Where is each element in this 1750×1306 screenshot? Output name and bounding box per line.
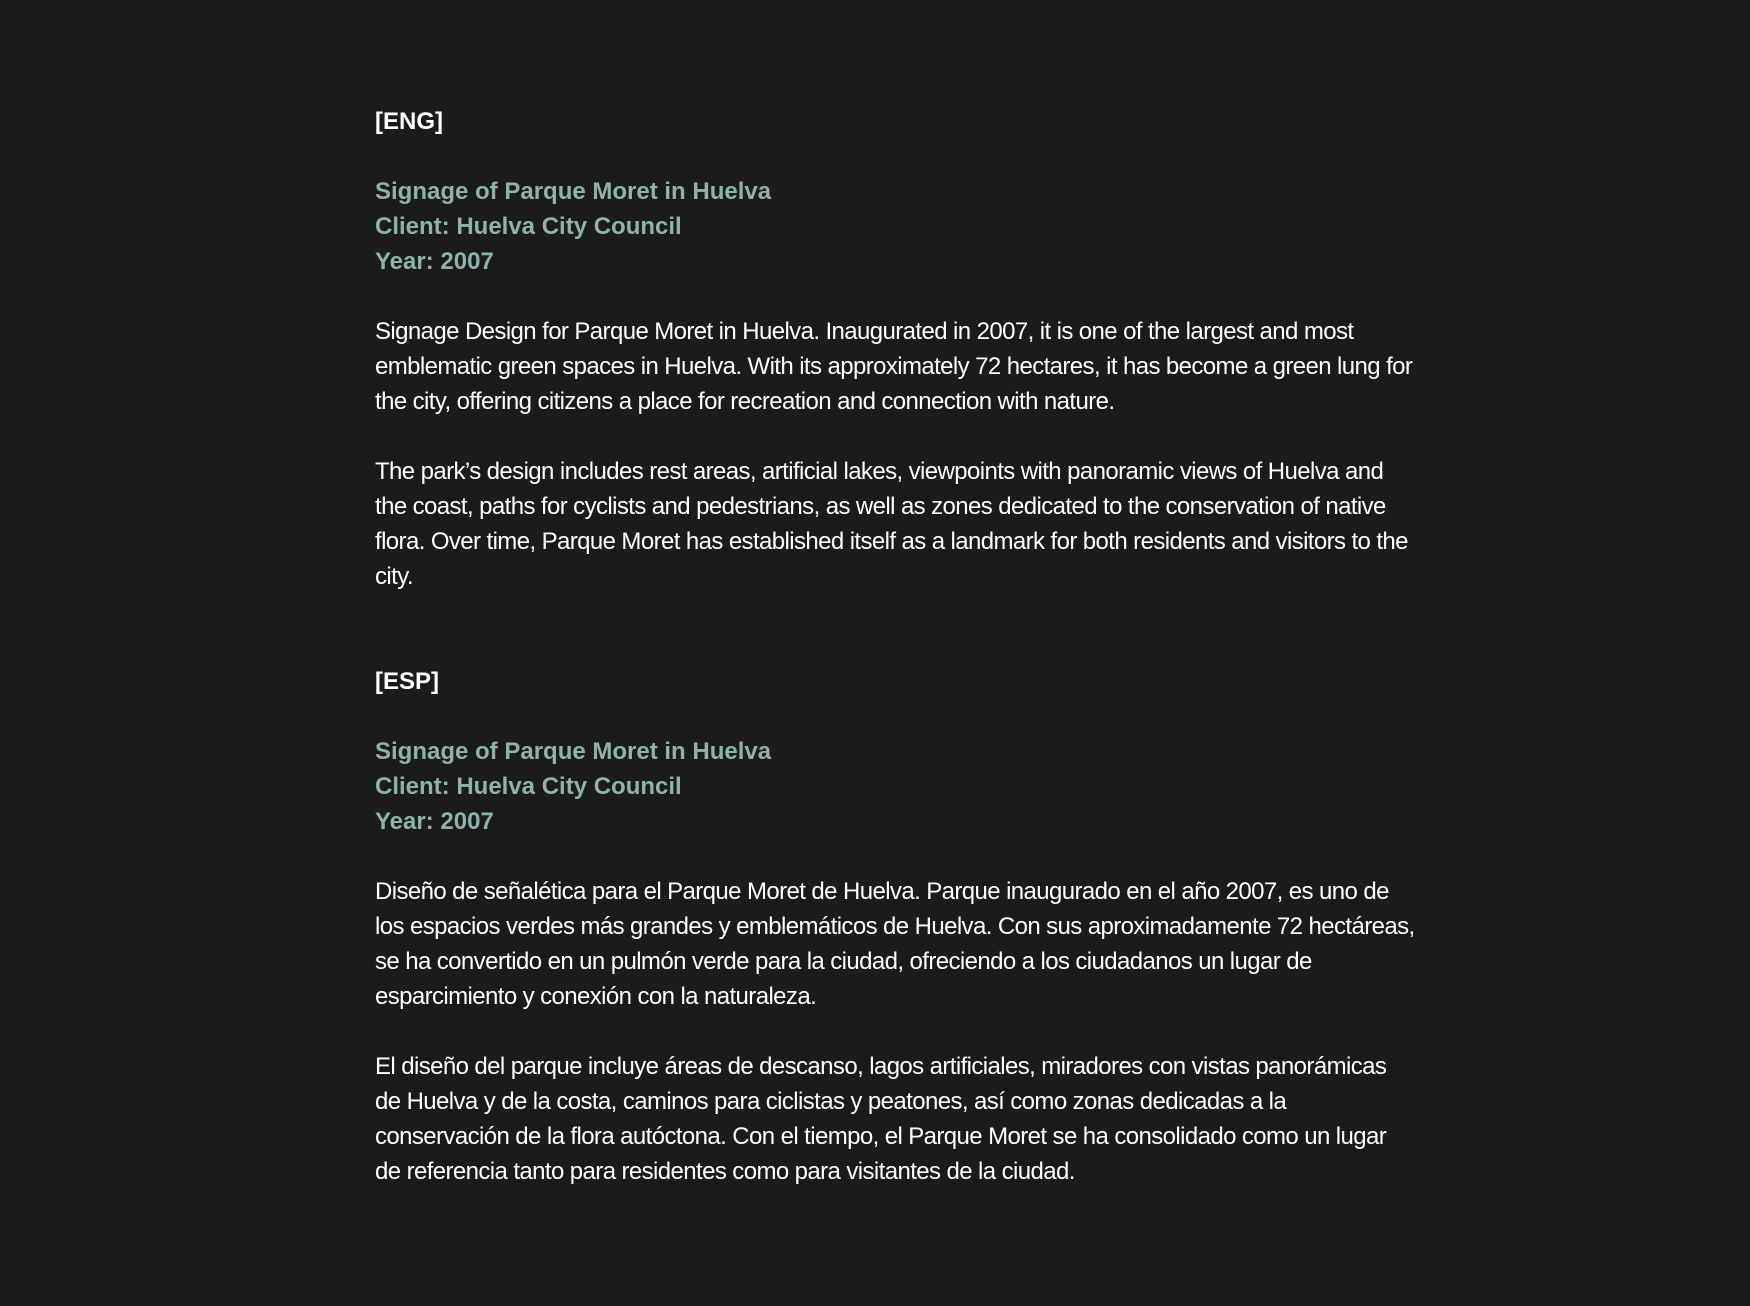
section-spanish	[375, 664, 1415, 1189]
project-year: Year: 2007	[375, 248, 494, 275]
project-client: Client: Huelva City Council	[375, 773, 682, 800]
language-tag: [ESP]	[375, 668, 440, 695]
project-client: Client: Huelva City Council	[375, 213, 682, 240]
description-paragraph: El diseño del parque incluye áreas de descanso, lagos artificiales, miradores con vistas panorámicas de Huelva y de la costa, caminos para ciclistas y peatones, así como zonas dedicadas a la conservación de la flora autóctona. Con el tiempo, el Parque Moret se ha consolidado como un lugar de referencia tanto para residentes como para visitantes de la ciudad.	[375, 1053, 1387, 1185]
description-paragraph: The park’s design includes rest areas, artificial lakes, viewpoints with panoramic views of Huelva and the coast, paths for cyclists and pedestrians, as well as zones dedicated to the conservation of native flora. Over time, Parque Moret has established itself as a landmark for both residents and visitors to the city.	[375, 458, 1408, 590]
language-tag: [ENG]	[375, 108, 443, 135]
project-meta	[375, 734, 1415, 839]
project-title: Signage of Parque Moret in Huelva	[375, 738, 772, 765]
description-paragraph: Signage Design for Parque Moret in Huelva. Inaugurated in 2007, it is one of the largest and most emblematic green spaces in Huelva. With its approximately 72 hectares, it has become a green lung for the city, offering citizens a place for recreation and connection with nature.	[375, 318, 1413, 415]
project-year: Year: 2007	[375, 808, 494, 835]
content-column	[375, 104, 1415, 1189]
project-meta	[375, 174, 1415, 279]
project-title: Signage of Parque Moret in Huelva	[375, 178, 772, 205]
description-paragraph: Diseño de señalética para el Parque Moret de Huelva. Parque inaugurado en el año 2007, es uno de los espacios verdes más grandes y emblemáticos de Huelva. Con sus aproximadamente 72 hectáreas, se ha convertido en un pulmón verde para la ciudad, ofreciendo a los ciudadanos un lugar de esparcimiento y conexión con la naturaleza.	[375, 878, 1415, 1010]
section-english	[375, 104, 1415, 594]
